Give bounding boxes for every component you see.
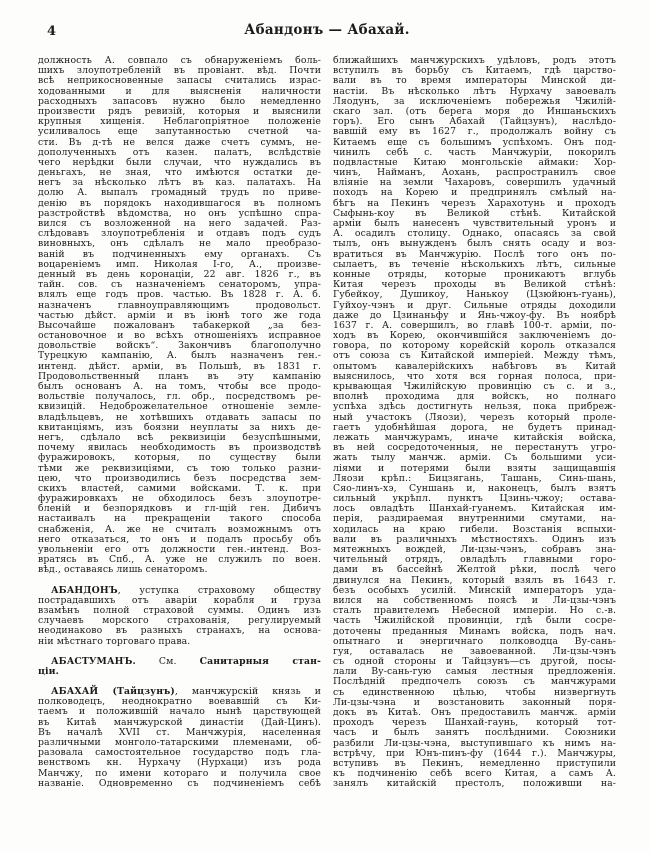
text-segment: Губейкоу, Душикоу, Нанькоу (Цзюйюнъ-гуань), — [333, 289, 616, 301]
text-segment: взамѣнъ полной страховой суммы. Одинъ изъ — [38, 604, 321, 616]
text-segment: отъ союза съ Китайской имперіей. Между тѣмъ, — [333, 350, 616, 362]
text-segment: различными монголо-татарскими племенами, об- — [38, 737, 321, 748]
text-segment: бленій и безпорядковъ и гл-щій ген. Дибичъ — [38, 503, 321, 515]
text-segment: Ляодунъ, за исключеніемъ побережья Чжилій- — [333, 95, 616, 107]
text-segment: скихъ властей, самими войсками. Т. к. при — [38, 482, 321, 494]
text-segment: сталъ правителемъ Небесной имперіи. Но с.-в. — [333, 605, 616, 617]
text-segment: къ подчиненію себѣ всего Китая, а самъ А. — [333, 768, 616, 780]
text-segment: мятежныхъ вождей, Ли-цзы-чэнъ, собравъ зна- — [333, 544, 616, 555]
text-segment: владѣльцевъ, не хотѣвшихъ отдавать запасы по — [38, 411, 321, 423]
text-segment: назначенъ главноуправляющимъ продовольст. — [38, 299, 321, 311]
text-segment: бѣгъ на Пекинъ черезъ Харахотунь и проходъ — [333, 197, 616, 209]
text-segment: , манчжурскій князь и — [174, 686, 321, 698]
text-segment: Продовольственный планъ въ эту кампанію — [38, 370, 321, 382]
text-segment: венствомъ кн. Нурхачу (Нурхаци) изъ рода — [38, 757, 321, 769]
text-segment: вали въ различныхъ мѣстностяхъ. Одинъ изъ — [333, 533, 616, 545]
text-segment: проходъ черезъ Шанхай-гаунь, который тот- — [333, 717, 616, 729]
text-segment: былъ основанъ А. на томъ, чтобы все продо- — [38, 381, 321, 392]
text-segment: тѣми же реквизиціями, съ тою только разни- — [38, 462, 321, 474]
text-segment: усиливалось еще запутанностью счетной ча- — [38, 126, 321, 138]
text-line — [38, 779, 321, 789]
text-segment: довольствіе войскъ“. Закончивъ благополучно — [38, 340, 321, 352]
text-segment: походъ на Корею и предпринялъ смѣлый на- — [333, 187, 616, 199]
page-header — [38, 22, 616, 40]
text-segment: опытомъ кавалерійскихъ набѣговъ въ Китай — [333, 360, 616, 372]
text-segment: ваній въ подчиненныхъ ему органахъ. Съ — [38, 248, 321, 260]
text-segment: деньгахъ, не зная, что имѣются остатки де- — [38, 167, 321, 179]
text-column-right — [333, 56, 616, 790]
text-segment: денный въ день коронаціи, 22 авг. 1826 г., въ — [38, 268, 321, 280]
text-segment: негъ, сдѣлало всѣ реквизиціи безуспѣшными, — [38, 431, 321, 443]
text-line — [333, 779, 616, 789]
text-segment: цею, что производились безъ посредства зем- — [38, 472, 321, 484]
text-segment: слѣдовавъ злоупотребленія и отдавъ подъ судъ — [38, 228, 321, 240]
entry-headword: ціи. — [38, 665, 59, 677]
text-segment: квитанціямъ, изъ боязни неуплаты за нихъ де- — [38, 421, 321, 433]
text-segment: арміи былъ нанесенъ чувствительный уронъ и — [333, 218, 616, 229]
text-segment: въ Китаѣ манчжурской династіи (Дай-Цинъ). — [38, 716, 321, 728]
text-segment: Ли-цзы-чэна и возстановить законный поря- — [333, 696, 616, 708]
text-segment: вали въ то время императоры Минской ди- — [333, 75, 616, 87]
text-segment: случаевъ морского страхованія, регулируемый — [38, 615, 321, 627]
text-segment: тылъ, онъ вынужденъ былъ снять осаду и воз- — [333, 238, 616, 250]
text-segment: расходныхъ запасовъ нужно было немедленно — [38, 95, 321, 107]
text-segment: Ляози крѣп.: Бицзягань, Ташань, Синь-шань, — [333, 472, 616, 484]
text-segment: выяснилось, что хотя вся горная полоса, при- — [333, 370, 616, 382]
text-columns — [38, 56, 616, 790]
text-segment: него отказаться, то онъ и подалъ просьбу объ — [38, 533, 321, 545]
text-segment: всѣ неприкосновенные запасы считались израс- — [38, 75, 321, 87]
text-segment: съ одной стороны и Тайцзунъ—съ другой, посы- — [333, 656, 616, 668]
text-segment: 1637 г. А. совершилъ, во главѣ 100-т. арміи, по- — [333, 319, 616, 331]
text-segment: вліяніе на земли Чахаровъ, совершилъ удачный — [333, 177, 616, 189]
text-segment: крупныя хищенія. Неблагопріятное положеніе — [38, 116, 321, 128]
text-segment: полководецъ, неоднократно воевавшій съ Ки- — [38, 696, 321, 708]
paragraph — [38, 586, 321, 647]
text-segment: фуражировкахъ не обходилось безъ злоупотре- — [38, 493, 321, 505]
text-segment: разбили Ли-цзы-чэна, выступившаго къ нимъ на- — [333, 737, 616, 749]
text-segment: перія, раздираемая внутренними смутами, на- — [333, 513, 616, 525]
text-segment: успѣха здѣсь достигнуть нельзя, пока прибреж- — [333, 401, 616, 413]
text-segment: ходованными и для выясненія наличности — [38, 85, 321, 97]
text-segment: сти. Въ д-тѣ не велся даже счетъ суммъ, не- — [38, 136, 321, 148]
text-segment: виновныхъ, онъ сдѣлалъ не мало преобразо- — [38, 238, 321, 250]
text-segment: вратиться въ Манчжурію. Послѣ того онъ по- — [333, 248, 616, 260]
text-segment: горъ). Его сынъ Абахай (Тайцзунъ), наслѣдо- — [333, 116, 616, 128]
text-segment: пострадавшихъ отъ аваріи корабля и груза — [38, 594, 321, 606]
text-segment: чинилъ себѣ с. часть Манчжуріи, покорилъ — [333, 146, 616, 158]
text-segment: вратясь въ Спб., А. уже не служилъ по воен. — [38, 554, 321, 566]
text-segment: названіе. Одновременно съ подчиненіемъ себѣ — [38, 777, 321, 789]
text-segment: денію въ порядокъ находившагося въ полномъ — [38, 197, 321, 209]
text-segment: встрѣчу, при Юнъ-пинъ-фу (1644 г.). Манчжуры, — [333, 747, 616, 759]
text-segment: вступилъ въ борьбу съ Китаемъ, гдѣ царство- — [333, 65, 616, 77]
text-segment: часъ и былъ занятъ послѣдними. Союзники — [333, 727, 616, 739]
text-segment: ходъ въ Корею, окончившійся заключеніемъ до- — [333, 330, 616, 342]
text-segment: скаго зал. (отъ берега моря до Иншаньскихъ — [333, 105, 616, 117]
text-segment: дополученныхъ отъ казен. палатъ, вслѣдствіе — [38, 146, 321, 158]
entry-headword: АБАСТУМАНЪ. — [51, 655, 136, 667]
text-segment: Высочайше пожалованъ табакеркой „за без- — [38, 319, 321, 331]
text-line — [38, 565, 321, 575]
text-segment: вился на собственномъ поясѣ и Ли-цзы-чэнъ — [333, 594, 616, 606]
text-segment: Гуйхоу-чэнъ и друг. Сильные отряды доходили — [333, 299, 616, 311]
text-segment: крывающая Чжилійскую провинцію съ с. и з., — [333, 381, 616, 392]
text-segment: чинъ, Найманъ, Аохань, распространилъ свое — [333, 167, 616, 179]
entry-headword: АБАХАЙ (Тайцзунъ) — [51, 686, 175, 698]
text-segment: шихъ злоупотребленій въ провіант. вѣд. Почти — [38, 65, 321, 77]
text-segment: гуя, оставалась не завоеванной. Ли-цзы-чэнъ — [333, 645, 616, 657]
text-segment: Послѣдній предпочелъ союзъ съ манчжурами — [333, 676, 616, 688]
text-segment: гаетъ удобнѣйшая дорога, не будетъ принад- — [333, 421, 616, 433]
text-segment: Манчжу, по имени котораго и получила свое — [38, 767, 321, 779]
text-segment: разстройствѣ вѣдомства, но онъ успѣшно спра- — [38, 207, 321, 219]
text-segment: увольненіи его отъ должности ген.-интенд. Воз- — [38, 544, 321, 555]
text-segment: сильный укрѣпл. пунктъ Цзинь-чжоу; остава- — [333, 493, 616, 505]
text-segment: часть Чжилійской провинціи, гдѣ были сосре- — [333, 615, 616, 627]
text-line — [38, 657, 321, 667]
text-segment: влялъ еще годъ пров. частью. Въ 1828 г. А. б. — [38, 289, 321, 301]
text-segment: См. — [135, 655, 200, 667]
text-segment: снабженія, А. же не считалъ возможнымъ отъ — [38, 523, 321, 535]
text-segment: подвластные Китаю монгольскіе аймаки: Хор- — [333, 156, 616, 168]
text-segment: негъ за нѣсколько лѣтъ въ каз. палатахъ. На — [38, 177, 321, 189]
text-segment: Въ началѣ XVII ст. Манчжурія, населенная — [38, 726, 321, 738]
paragraph — [38, 56, 321, 576]
paragraph — [38, 687, 321, 789]
text-segment: даже до Цзинаньфу и Янь-чжоу-фу. Въ ноябрѣ — [333, 309, 616, 321]
text-segment: вѣд., оставаясь лишь сенаторомъ. — [38, 564, 208, 576]
text-column-left — [38, 56, 321, 790]
text-segment: Сяо-линъ-хэ, Суншань и, наконецъ, былъ взятъ — [333, 482, 616, 494]
text-segment: неодинаково въ разныхъ странахъ, на основа- — [38, 625, 321, 637]
text-segment: ный участокъ (Ляози), черезъ который проле- — [333, 411, 616, 423]
paragraph — [38, 657, 321, 677]
text-segment: вился съ возложенной на него задачей. Раз- — [38, 218, 321, 229]
text-segment: вольствіе получалось, гл. обр., посредствомъ ре- — [38, 391, 321, 403]
text-segment: интенд. дѣйст. арміи, въ Польшѣ, въ 1831 г. — [38, 360, 321, 372]
text-segment: чего нерѣдки были случаи, что нуждались въ — [38, 156, 321, 168]
text-segment: лежать манчжурамъ, иначе китайскія войска, — [333, 431, 616, 443]
page-number: 4 — [47, 24, 57, 39]
text-segment: вавшій ему въ 1627 г., продолжалъ войну съ — [333, 126, 616, 138]
text-segment: таемъ и положившій начало нынѣ царствующей — [38, 706, 321, 718]
text-segment: доточены преданныя Минамъ войска, подъ нач. — [333, 625, 616, 637]
text-segment: воцареніемъ имп. Николая I-го, А., произве- — [38, 258, 321, 270]
text-segment: опытнаго и энергичнаго полководца Ву-сань- — [333, 635, 616, 647]
text-segment: настаивалъ на прекращеніи такого способа — [38, 513, 321, 525]
text-segment: ніи мѣстнаго торговаго права. — [38, 635, 191, 647]
text-segment: квизицій. Недоброжелательное отношеніе земле- — [38, 401, 321, 413]
text-segment: занялъ китайскій престолъ, положивши на- — [333, 778, 616, 790]
text-segment: ближайшихъ манчжурскихъ удѣловъ, родъ этотъ — [333, 55, 616, 66]
text-segment: сылаетъ, въ теченіе нѣсколькихъ лѣтъ, сильные — [333, 258, 616, 270]
text-segment: лось овладѣть Шанхай-гуанемъ. Китайская им- — [333, 503, 616, 515]
text-segment: тайн. сов. съ назначеніемъ сенаторомъ, упра- — [38, 279, 321, 291]
text-segment: , уступка страховому обществу — [117, 584, 321, 596]
text-segment: лали Ву-сань-гую самыя лестныя предложенія. — [333, 666, 616, 678]
text-segment: конные отряды, которые проникаютъ вглубь — [333, 268, 616, 280]
text-segment: безъ особыхъ усилій. Минскій императоръ уда- — [333, 584, 616, 596]
text-segment: А. осадилъ столицу. Однако, опасаясь за свой — [333, 228, 616, 240]
text-segment: чительный отрядъ, овладѣлъ главными горо- — [333, 554, 616, 566]
text-segment: Китая черезъ проходы въ Великой стѣнѣ: — [333, 279, 616, 291]
text-segment: произвести рядъ ревизій, которыя и выяснили — [38, 105, 321, 117]
text-segment: разовала самостоятельное государство подъ гла- — [38, 747, 321, 759]
entry-headword: Санитарныя стан- — [199, 655, 321, 667]
paragraph — [333, 56, 616, 790]
text-segment: ліями и потерями были взяты защищавшія — [333, 462, 616, 474]
text-segment: остановочное и во всѣхъ отношеніяхъ исправное — [38, 330, 321, 342]
text-segment: жать тылу манчж. арміи. Съ большими уси- — [333, 452, 616, 464]
text-segment: въ ней сосредоточенныя, не перестанутъ угро- — [333, 442, 616, 454]
text-segment: Китаемъ еще съ большимъ успѣхомъ. Онъ под- — [333, 136, 616, 148]
text-segment: ходилась на краю гибели. Возстанія вспыхи- — [333, 523, 616, 535]
text-segment: говора, по которому корейскій король отказался — [333, 340, 616, 352]
text-segment: настіи. Въ нѣсколько лѣтъ Нурхачу завоевалъ — [333, 85, 616, 97]
text-segment: вполнѣ проходима для войскъ, но полнаго — [333, 391, 616, 403]
text-line — [38, 637, 321, 647]
text-segment: Турецкую кампанію, А. былъ назначенъ ген.- — [38, 350, 321, 362]
text-segment: Сыфынь-коу въ Великой стѣнѣ. Китайской — [333, 207, 616, 219]
text-segment: частью дѣйст. арміи и въ іюнѣ того же года — [38, 309, 321, 321]
text-segment: почему явилась необходимость въ производствѣ — [38, 442, 321, 454]
text-segment: двинулся на Пекинъ, который взялъ въ 1643 г. — [333, 574, 616, 586]
text-line — [38, 667, 321, 677]
text-segment: долю А. выпалъ громадный трудъ по приве- — [38, 187, 321, 199]
text-segment: докъ въ Китаѣ. Онъ предоставилъ манчж. арміи — [333, 707, 616, 718]
running-title: Абандонъ — Абахай. — [244, 22, 410, 38]
text-segment: вступивъ въ Пекинъ, немедленно приступили — [333, 757, 616, 769]
text-segment: должность А. совпало съ обнаруженіемъ боль- — [38, 55, 321, 66]
text-segment: фуражировокъ, которыя, по существу были — [38, 452, 321, 464]
entry-headword: АБАНДОНЪ — [51, 584, 118, 596]
text-segment: съ единственною цѣлью, чтобы низвергнуть — [333, 686, 616, 698]
text-segment: дами въ бассейнѣ Желтой рѣки, послѣ чего — [333, 564, 616, 576]
